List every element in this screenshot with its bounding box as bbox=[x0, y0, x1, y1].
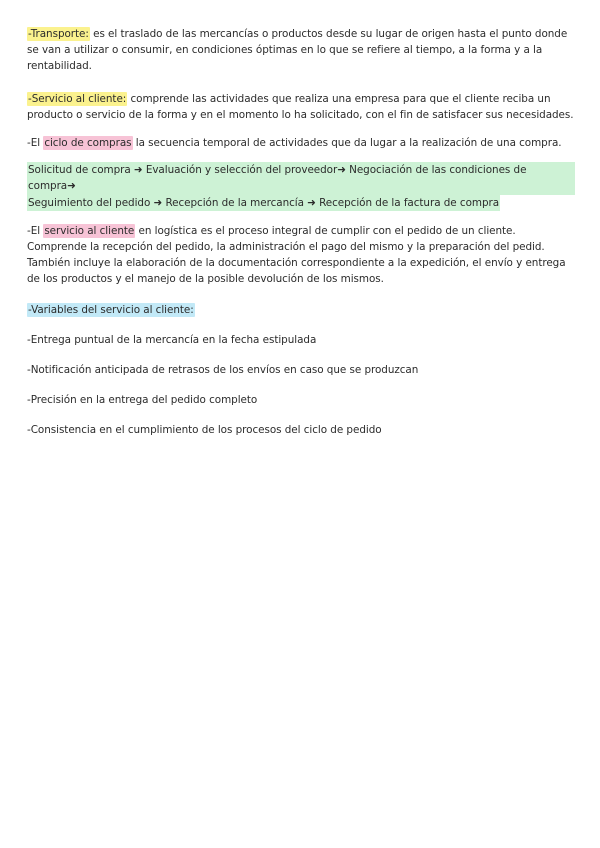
term-ciclo-compras: ciclo de compras bbox=[44, 137, 132, 150]
definition-servicio-cliente: comprende las actividades que realiza una empresa para que el cliente reciba un producto o servicio de la forma y en el momento lo ha solicitado, con el fin de satisfacer sus necesidades. bbox=[27, 92, 574, 121]
secuencia-line-1: Solicitud de compra ➜ Evaluación y selección del proveedor➜ Negociación de las condiciones de compra➜ bbox=[27, 162, 575, 194]
definition-servicio-logistica: en logística es el proceso integral de cumplir con el pedido de un cliente. Comprende la recepción del pedido, la administración el pago del mismo y la preparación del pedid. También incluye la elaboración de la documentación correspondiente a la expedición, el envío y entrega de los productos y el manejo de la posible devolución de los mismos. bbox=[27, 224, 566, 286]
term-servicio-logistica: servicio al cliente bbox=[44, 224, 135, 237]
paragraph-servicio-logistica bbox=[27, 223, 575, 288]
list-item: -Entrega puntual de la mercancía en la fecha estipulada bbox=[27, 333, 317, 346]
list-item: -Precisión en la entrega del pedido completo bbox=[27, 394, 258, 407]
document-page bbox=[27, 26, 575, 439]
term-variables: -Variables del servicio al cliente: bbox=[28, 303, 194, 316]
paragraph-servicio-cliente bbox=[27, 91, 575, 123]
heading-variables bbox=[27, 302, 575, 318]
paragraph-transporte bbox=[27, 26, 575, 75]
definition-ciclo-compras: la secuencia temporal de actividades que da lugar a la realización de una compra. bbox=[132, 137, 562, 150]
prefix-logistica: -El bbox=[27, 224, 44, 237]
paragraph-ciclo-compras bbox=[27, 135, 575, 151]
list-item: -Consistencia en el cumplimiento de los procesos del ciclo de pedido bbox=[27, 424, 382, 437]
term-servicio-cliente: -Servicio al cliente: bbox=[28, 92, 127, 105]
paragraph-secuencia-compra bbox=[27, 162, 575, 211]
term-transporte: -Transporte: bbox=[28, 28, 89, 40]
list-item: -Notificación anticipada de retrasos de los envíos en caso que se produzcan bbox=[27, 364, 419, 377]
definition-transporte: es el traslado de las mercancías o productos desde su lugar de origen hasta el punto donde se van a utilizar o consumir, en condiciones óptimas en lo que se refiere al tiempo, a la forma y a la rentabilidad. bbox=[27, 28, 568, 73]
secuencia-line-2: Seguimiento del pedido ➜ Recepción de la mercancía ➜ Recepción de la factura de compra bbox=[27, 195, 500, 211]
prefix-ciclo: -El bbox=[27, 137, 44, 150]
